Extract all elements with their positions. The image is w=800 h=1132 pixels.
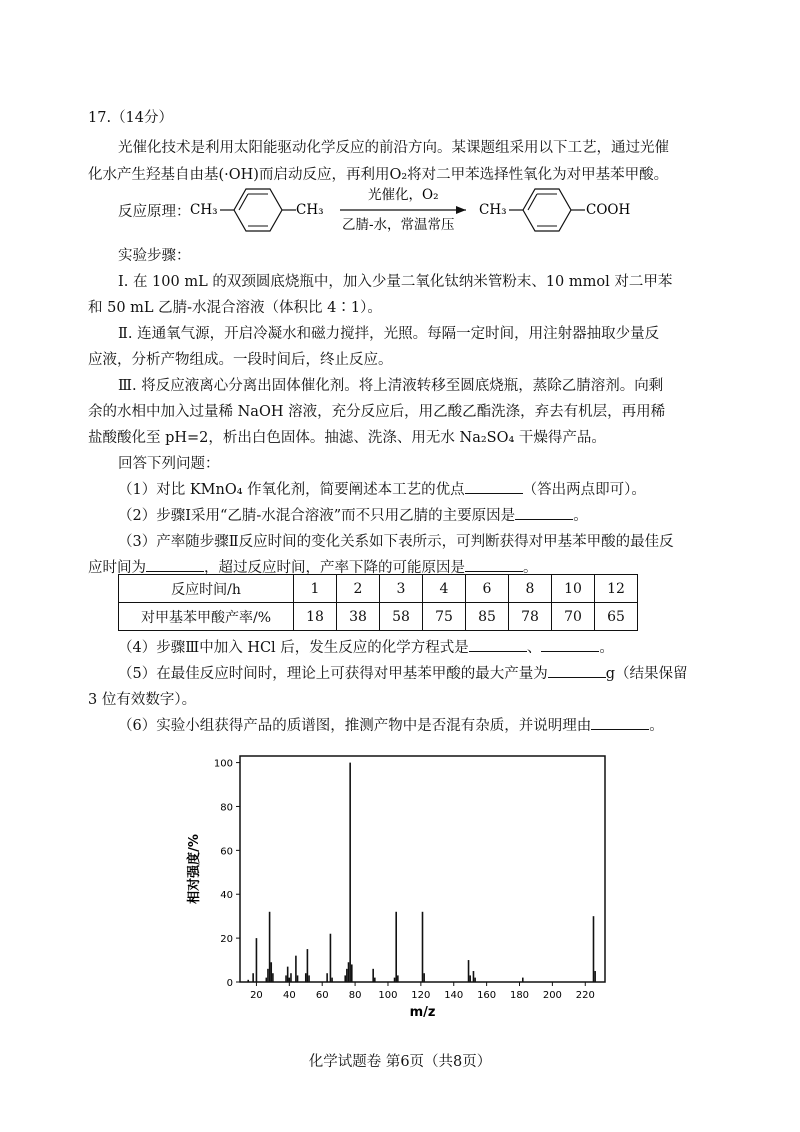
right-ch3: CH₃ [479, 202, 507, 218]
table-cell: 6 [466, 575, 509, 603]
table-cell: 10 [552, 575, 595, 603]
table-row [119, 603, 638, 631]
q5-line-b: 3 位有效数字）。 [88, 692, 197, 708]
y-tick-label: 80 [220, 802, 233, 814]
table-cell: 58 [380, 603, 423, 631]
x-tick-label: 140 [444, 990, 464, 1001]
question-header [88, 106, 728, 127]
step2-line-a: Ⅱ. 连通氧气源，开启冷凝水和磁力搅拌，光照。每隔一定时间，用注射器抽取少量反 [118, 326, 660, 342]
q5-line-a [118, 662, 758, 683]
table-cell: 12 [595, 575, 638, 603]
x-tick-label: 120 [411, 990, 431, 1001]
x-tick-label: 220 [575, 990, 595, 1001]
table-header-yield: 对甲基苯甲酸产率/% [119, 603, 294, 631]
x-tick-label: 100 [378, 990, 398, 1001]
intro-line-2: 化水产生羟基自由基(·OH)而启动反应，再利用O₂将对二甲苯选择性氧化为对甲基苯甲酸。 [88, 167, 669, 183]
benzene-ring-right [523, 189, 571, 231]
y-tick-label: 100 [213, 758, 233, 770]
q5-answer-blank[interactable] [548, 663, 606, 678]
step1-line-a: Ⅰ. 在 100 mL 的双颈圆底烧瓶中，加入少量二氧化钛纳米管粉末、10 mmol 对二甲苯 [118, 274, 673, 290]
q4-text: （4）步骤Ⅲ中加入 HCl 后，发生反应的化学方程式是 [118, 640, 469, 656]
table-cell: 2 [337, 575, 380, 603]
table-row [119, 575, 638, 603]
right-cooh: COOH [586, 202, 631, 218]
table-cell: 18 [294, 603, 337, 631]
x-tick-label: 200 [542, 990, 562, 1001]
questions-heading: 回答下列问题： [118, 456, 220, 472]
q6-text-end: 。 [649, 718, 664, 734]
reaction-label: 反应原理： [118, 204, 191, 220]
arrow-condition-above: 光催化，O₂ [368, 187, 439, 203]
x-axis-ticks [250, 982, 595, 1001]
q4-text-end: 。 [599, 640, 614, 656]
x-tick-label: 180 [509, 990, 530, 1001]
yield-table [118, 574, 638, 631]
q4-equation-blank-2[interactable] [541, 637, 599, 652]
table-cell: 85 [466, 603, 509, 631]
q5-text: （5）在最佳反应时间时，理论上可获得对甲基苯甲酸的最大产量为 [118, 666, 548, 682]
question-score: （14分） [111, 110, 174, 126]
y-axis-ticks [214, 759, 240, 989]
q2 [118, 504, 758, 525]
q1-answer-blank[interactable] [465, 479, 523, 494]
q1-text-end: （答出两点即可）。 [522, 482, 646, 498]
x-tick-label: 80 [348, 990, 362, 1001]
q1-text: （1）对比 KMnO₄ 作氧化剂，简要阐述本工艺的优点 [118, 482, 465, 498]
q2-text-end: 。 [573, 508, 588, 524]
step3-line-a: Ⅲ. 将反应液离心分离出固体催化剂。将上清液转移至圆底烧瓶，蒸除乙腈溶剂。向剩 [118, 378, 664, 394]
q3-text-mid: ，超过反应时间，产率下降的可能原因是 [204, 560, 465, 576]
question-number: 17. [88, 110, 112, 126]
intro-line-1: 光催化技术是利用太阳能驱动化学反应的前沿方向。某课题组采用以下工艺，通过光催 [118, 140, 669, 156]
spectrum-peaks [248, 763, 595, 982]
y-tick-label: 60 [220, 846, 233, 858]
step2-line-b: 应液，分析产物组成。一段时间后，终止反应。 [88, 352, 393, 368]
y-tick-label: 40 [220, 890, 233, 902]
table-cell: 65 [595, 603, 638, 631]
q3-text: 应时间为 [88, 560, 146, 576]
table-cell: 38 [337, 603, 380, 631]
q6-answer-blank[interactable] [591, 715, 649, 730]
q3-line-a: （3）产率随步骤Ⅱ反应时间的变化关系如下表所示，可判断获得对甲基苯甲酸的最佳反 [118, 534, 674, 550]
page-footer: 化学试题卷 第6页（共8页） [308, 1054, 492, 1070]
q2-text: （2）步骤Ⅰ采用“乙腈-水混合溶液”而不只用乙腈的主要原因是 [118, 508, 516, 524]
y-tick-label: 20 [220, 934, 233, 946]
table-cell: 75 [423, 603, 466, 631]
steps-heading: 实验步骤： [118, 248, 191, 264]
q4-separator: 、 [526, 640, 542, 656]
step3-line-c: 盐酸酸化至 pH=2，析出白色固体。抽滤、洗涤、用无水 Na₂SO₄ 干燥得产品。 [88, 430, 606, 446]
q4-equation-blank-1[interactable] [469, 637, 527, 652]
table-cell: 8 [509, 575, 552, 603]
y-axis-label: 相对强度/% [187, 834, 202, 904]
arrow-condition-below: 乙腈-水，常温常压 [342, 217, 455, 233]
x-tick-label: 60 [315, 990, 329, 1001]
y-tick-label: 0 [226, 978, 233, 989]
table-cell: 70 [552, 603, 595, 631]
q3-reason-blank[interactable] [465, 557, 523, 572]
q6-text: （6）实验小组获得产品的质谱图，推测产物中是否混有杂质，并说明理由 [118, 718, 592, 734]
q3-text-end: 。 [523, 560, 538, 576]
x-tick-label: 20 [250, 990, 263, 1001]
table-cell: 4 [423, 575, 466, 603]
table-cell: 78 [509, 603, 552, 631]
q5-text-mid: g（结果保留 [605, 666, 688, 682]
step1-line-b: 和 50 mL 乙腈-水混合溶液（体积比 4∶1）。 [88, 300, 382, 316]
left-ch3-b: CH₃ [296, 202, 324, 218]
mass-spectrum-chart [180, 742, 620, 1032]
left-ch3-a: CH₃ [190, 202, 218, 218]
step3-line-b: 余的水相中加入过量稀 NaOH 溶液，充分反应后，用乙酸乙酯洗涤，弃去有机层，再用稀 [88, 404, 666, 420]
x-tick-label: 40 [282, 990, 296, 1001]
x-axis-label: m/z [409, 1005, 436, 1020]
q2-answer-blank[interactable] [515, 505, 573, 520]
q6 [118, 714, 758, 735]
x-tick-label: 160 [477, 990, 497, 1001]
reaction-scheme [190, 182, 650, 238]
table-cell: 1 [294, 575, 337, 603]
table-cell: 3 [380, 575, 423, 603]
q3-time-blank[interactable] [146, 557, 204, 572]
benzene-ring-left [234, 189, 282, 231]
table-header-time: 反应时间/h [119, 575, 294, 603]
q1 [118, 478, 758, 499]
q4 [118, 636, 758, 657]
